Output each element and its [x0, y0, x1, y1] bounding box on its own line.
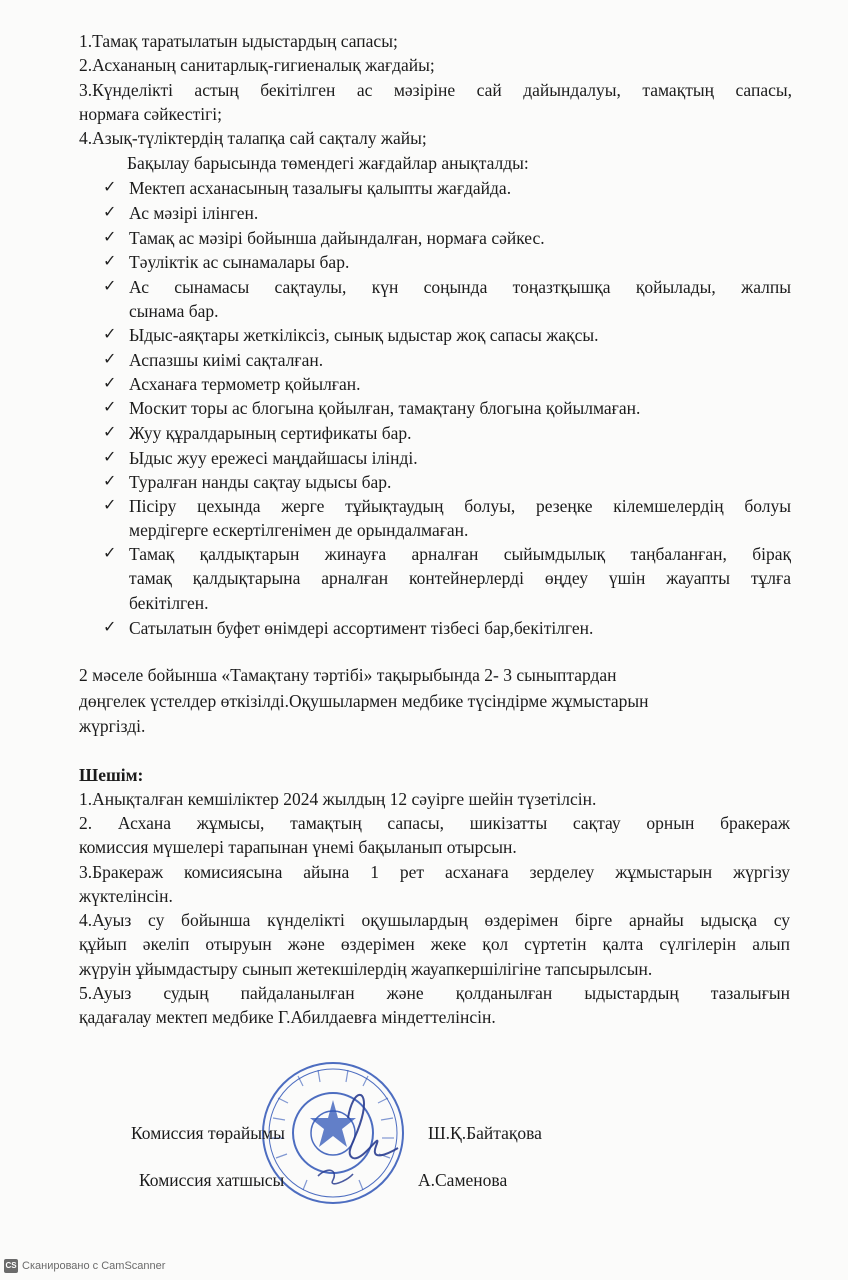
finding-item: Тәуліктік ас сынамалары бар.: [129, 252, 350, 272]
finding-item-cont: бекітілген.: [129, 593, 209, 613]
finding-item: Тамақ ас мәзірі бойынша дайындалған, нормаға сәйкес.: [129, 228, 545, 248]
finding-item-cont: тамақ қалдықтарына арналған контейнерлерді өңдеу үшін жауапты тұлға: [129, 568, 791, 588]
finding-item: Асханаға термометр қойылған.: [129, 374, 361, 394]
check-icon: ✓: [103, 619, 117, 636]
decision-line: 3.Бракераж комисиясына айына 1 рет асханаға зерделеу жұмыстарын жүргізу: [79, 862, 790, 882]
finding-item: Москит торы ас блогына қойылған, тамақтану блогына қойылмаған.: [129, 398, 641, 418]
intro-item-2: 2.Асхананың санитарлық-гигиеналық жағдайы;: [79, 55, 435, 75]
finding-item: Жуу құралдарының сертификаты бар.: [129, 423, 412, 443]
intro-item-3: 3.Күнделікті астың бекітілген ас мәзіріне сай дайындалуы, тамақтың сапасы,: [79, 80, 792, 100]
finding-item: Ас мәзірі ілінген.: [129, 203, 259, 223]
check-icon: ✓: [103, 351, 117, 368]
intro-item-3-cont: нормаға сәйкестігі;: [79, 104, 222, 124]
finding-item: Пісіру цехында жерге тұйықтаудың болуы, резеңке кілемшелердің болуы: [129, 496, 791, 516]
decision-line: комиссия мүшелері тарапынан үнемі бақыланып отырсын.: [79, 837, 517, 857]
decision-line: 2. Асхана жұмысы, тамақтың сапасы, шикізатты сақтау орнын бракераж: [79, 813, 790, 833]
check-icon: ✓: [103, 497, 117, 514]
intro-item-1: 1.Тамақ таратылатын ыдыстардың сапасы;: [79, 31, 398, 51]
finding-item-cont: мердігерге ескертілгенімен де орындалмаған.: [129, 520, 469, 540]
finding-item: Ыдыс-аяқтары жеткіліксіз, сынық ыдыстар жоқ сапасы жақсы.: [129, 325, 599, 345]
para2-line-2: дөңгелек үстелдер өткізілді.Оқушылармен медбике түсіндірме жұмыстарын: [79, 691, 649, 711]
decision-line: қадағалау мектеп медбике Г.Абилдаевға міндеттелінсін.: [79, 1007, 496, 1027]
finding-item: Ыдыс жуу ережесі маңдайшасы ілінді.: [129, 448, 418, 468]
decision-line: 1.Анықталған кемшіліктер 2024 жылдың 12 сәуірге шейін түзетілсін.: [79, 789, 597, 809]
decision-line: жүруін ұйымдастыру сынып жетекшілердің жауапкершілігіне тапсырылсын.: [79, 959, 653, 979]
finding-item: Туралған нанды сақтау ыдысы бар.: [129, 472, 392, 492]
check-icon: ✓: [103, 204, 117, 221]
check-icon: ✓: [103, 424, 117, 441]
decision-line: 5.Ауыз судың пайдаланылған және қолданылған ыдыстардың тазалығын: [79, 983, 790, 1003]
para2-line-3: жүргізді.: [79, 716, 146, 736]
check-icon: ✓: [103, 449, 117, 466]
check-icon: ✓: [103, 278, 117, 295]
finding-item: Тамақ қалдықтарын жинауға арналған сыйымдылық таңбаланған, бірақ: [129, 544, 791, 564]
finding-item: Сатылатын буфет өнімдері ассортимент тізбесі бар,бекітілген.: [129, 618, 594, 638]
scanner-footer-text: Сканировано с CamScanner: [22, 1260, 166, 1272]
finding-item: Мектеп асханасының тазалығы қалыпты жағдайда.: [129, 178, 512, 198]
secretary-name: А.Саменова: [418, 1170, 508, 1190]
check-icon: ✓: [103, 375, 117, 392]
check-icon: ✓: [103, 253, 117, 270]
finding-item-cont: сынама бар.: [129, 301, 219, 321]
check-icon: ✓: [103, 179, 117, 196]
finding-item: Аспазшы киімі сақталған.: [129, 350, 324, 370]
findings-heading: Бақылау барысында төмендегі жағдайлар анықталды:: [127, 153, 529, 173]
decision-heading: Шешім:: [79, 765, 144, 785]
chair-label: Комиссия төрайымы: [131, 1123, 285, 1143]
check-icon: ✓: [103, 399, 117, 416]
check-icon: ✓: [103, 545, 117, 562]
secretary-label: Комиссия хатшысы: [139, 1170, 285, 1190]
para2-line-1: 2 мәселе бойынша «Тамақтану тәртібі» тақырыбында 2- 3 сыныптардан: [79, 665, 617, 685]
check-icon: ✓: [103, 229, 117, 246]
check-icon: ✓: [103, 326, 117, 343]
check-icon: ✓: [103, 473, 117, 490]
finding-item: Ас сынамасы сақтаулы, күн соңында тоңазтқышқа қойылады, жалпы: [129, 277, 791, 297]
chair-name: Ш.Қ.Байтақова: [428, 1123, 542, 1143]
scanner-footer: [0, 1256, 165, 1276]
intro-item-4: 4.Азық-түліктердің талапқа сай сақталу жайы;: [79, 128, 427, 148]
decision-line: 4.Ауыз су бойынша күнделікті оқушылардың өздерімен бірге арнайы ыдысқа су: [79, 910, 790, 930]
decision-line: жүктелінсін.: [79, 886, 173, 906]
camscanner-logo-icon: CS: [4, 1259, 18, 1273]
decision-line: құйып әкеліп отыруын және өздерімен жеке қол сүртетін қалта сүлгілерін алып: [79, 934, 790, 954]
